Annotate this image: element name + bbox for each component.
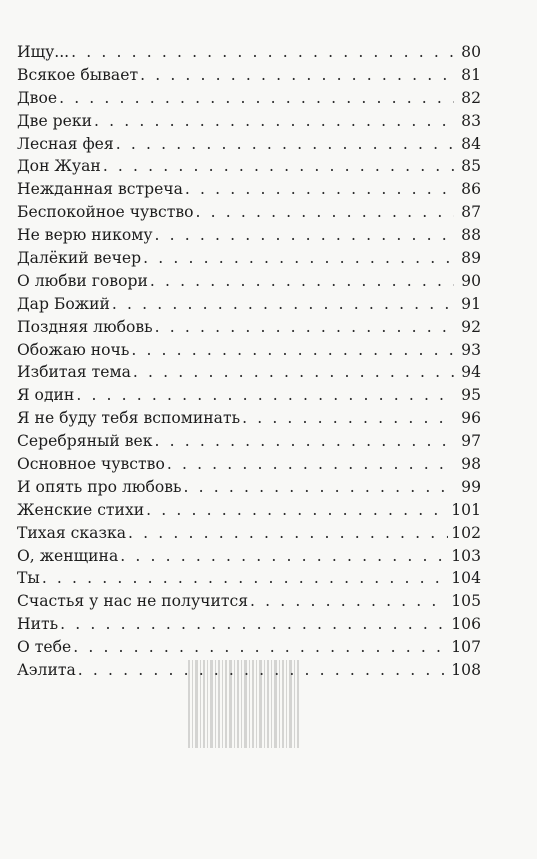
toc-entry bbox=[17, 316, 481, 339]
toc-entry-page: 93 bbox=[461, 340, 481, 359]
toc-entry-title: Основное чувство bbox=[17, 455, 165, 474]
toc-entry bbox=[17, 453, 481, 476]
toc-entry-title: Нить bbox=[17, 615, 59, 634]
toc-entry-title: О любви говори bbox=[17, 271, 148, 290]
toc-entry-title: Ты bbox=[17, 569, 40, 588]
toc-entry bbox=[17, 384, 481, 407]
toc-entry-title: Счастья у нас не получится bbox=[17, 592, 249, 611]
toc-entry-page: 91 bbox=[461, 294, 481, 313]
toc-entry-page: 95 bbox=[461, 386, 481, 405]
toc-entry-page: 92 bbox=[461, 317, 481, 336]
toc-entry bbox=[17, 178, 481, 201]
toc-entry bbox=[17, 613, 481, 636]
toc-entry-page: 102 bbox=[451, 523, 481, 542]
toc-entry-title: Избитая тема bbox=[17, 363, 131, 382]
toc-entry bbox=[17, 476, 481, 499]
toc-entry-title: Аэлита bbox=[17, 661, 76, 680]
toc-entry bbox=[17, 224, 481, 247]
toc-entry-page: 83 bbox=[461, 111, 481, 130]
toc-entry-title: О тебе bbox=[17, 638, 72, 657]
toc-entry-page: 87 bbox=[461, 203, 481, 222]
toc-leader-dots bbox=[250, 590, 448, 613]
toc-entry-page: 106 bbox=[451, 615, 481, 634]
toc-leader-dots bbox=[196, 201, 455, 224]
toc-entry-page: 89 bbox=[461, 249, 481, 268]
toc-leader-dots bbox=[71, 41, 454, 64]
toc-leader-dots bbox=[146, 499, 448, 522]
toc-entry bbox=[17, 270, 481, 293]
toc-leader-dots bbox=[133, 361, 454, 384]
toc-leader-dots bbox=[128, 522, 448, 545]
toc-entry bbox=[17, 87, 481, 110]
toc-entry bbox=[17, 64, 481, 87]
toc-entry-page: 86 bbox=[461, 180, 481, 199]
toc-entry-title: Поздняя любовь bbox=[17, 317, 153, 336]
toc-entry bbox=[17, 110, 481, 133]
toc-leader-dots bbox=[150, 270, 454, 293]
toc-entry-page: 90 bbox=[461, 271, 481, 290]
toc-leader-dots bbox=[94, 110, 454, 133]
toc-entry-title: Две реки bbox=[17, 111, 92, 130]
toc-entry bbox=[17, 590, 481, 613]
toc-leader-dots bbox=[242, 407, 454, 430]
toc-entry-title: Женские стихи bbox=[17, 500, 145, 519]
toc-entry bbox=[17, 155, 481, 178]
toc-leader-dots bbox=[155, 430, 455, 453]
toc-entry bbox=[17, 636, 481, 659]
toc-entry bbox=[17, 567, 481, 590]
toc-entry-title: Лесная фея bbox=[17, 134, 114, 153]
toc-entry-title: Серебряный век bbox=[17, 432, 153, 451]
toc-entry-page: 98 bbox=[461, 455, 481, 474]
toc-entry-page: 81 bbox=[461, 65, 481, 84]
toc-entry-title: Я не буду тебя вспоминать bbox=[17, 409, 241, 428]
toc-entry-page: 96 bbox=[461, 409, 481, 428]
toc-leader-dots bbox=[76, 384, 454, 407]
toc-entry-title: Я один bbox=[17, 386, 75, 405]
toc-entry bbox=[17, 407, 481, 430]
toc-entry-page: 103 bbox=[451, 546, 481, 565]
toc-entry-title: Нежданная встреча bbox=[17, 180, 183, 199]
toc-entry-title: Не верю никому bbox=[17, 226, 153, 245]
toc-entry bbox=[17, 133, 481, 156]
toc-entry-title: Двое bbox=[17, 88, 58, 107]
toc-leader-dots bbox=[155, 224, 454, 247]
toc-entry-page: 107 bbox=[451, 638, 481, 657]
toc-entry-title: Тихая сказка bbox=[17, 523, 127, 542]
toc-entry bbox=[17, 545, 481, 568]
toc-entry-page: 104 bbox=[451, 569, 481, 588]
toc-entry bbox=[17, 361, 481, 384]
toc-leader-dots bbox=[155, 316, 454, 339]
toc-entry-page: 88 bbox=[461, 226, 481, 245]
toc-entry bbox=[17, 522, 481, 545]
toc-entry bbox=[17, 247, 481, 270]
toc-entry-title: Беспокойное чувство bbox=[17, 203, 194, 222]
toc-leader-dots bbox=[112, 293, 454, 316]
toc-entry-page: 94 bbox=[461, 363, 481, 382]
toc-entry-title: Дон Жуан bbox=[17, 157, 101, 176]
toc-leader-dots bbox=[78, 659, 448, 682]
toc-leader-dots bbox=[140, 64, 454, 87]
toc-entry-page: 84 bbox=[461, 134, 481, 153]
toc-entry bbox=[17, 430, 481, 453]
toc-entry-page: 97 bbox=[461, 432, 481, 451]
toc-entry-page: 108 bbox=[451, 661, 481, 680]
toc-entry-page: 99 bbox=[461, 477, 481, 496]
toc-entry-page: 82 bbox=[461, 88, 481, 107]
toc-entry bbox=[17, 659, 481, 682]
toc-leader-dots bbox=[73, 636, 448, 659]
toc-leader-dots bbox=[42, 567, 448, 590]
toc-entry-title: О, женщина bbox=[17, 546, 119, 565]
toc-leader-dots bbox=[60, 613, 448, 636]
toc-entry-title: Обожаю ночь bbox=[17, 340, 130, 359]
toc-entry bbox=[17, 499, 481, 522]
toc-leader-dots bbox=[185, 178, 454, 201]
toc-entry bbox=[17, 339, 481, 362]
toc-leader-dots bbox=[103, 155, 454, 178]
toc-leader-dots bbox=[143, 247, 454, 270]
toc-leader-dots bbox=[167, 453, 454, 476]
table-of-contents bbox=[17, 41, 481, 682]
toc-entry-page: 101 bbox=[451, 500, 481, 519]
toc-entry-title: Ищу... bbox=[17, 43, 70, 61]
toc-entry bbox=[17, 41, 481, 64]
toc-entry-page: 105 bbox=[451, 592, 481, 611]
toc-leader-dots bbox=[131, 339, 454, 362]
toc-entry-page: 85 bbox=[461, 157, 481, 176]
toc-leader-dots bbox=[120, 545, 448, 568]
toc-leader-dots bbox=[184, 476, 455, 499]
toc-entry-title: Далёкий вечер bbox=[17, 249, 142, 268]
toc-entry-page: 80 bbox=[461, 43, 481, 61]
toc-entry-title: И опять про любовь bbox=[17, 477, 182, 496]
toc-entry bbox=[17, 293, 481, 316]
toc-entry-title: Дар Божий bbox=[17, 294, 110, 313]
toc-leader-dots bbox=[59, 87, 454, 110]
toc-leader-dots bbox=[116, 133, 454, 156]
toc-entry-title: Всякое бывает bbox=[17, 65, 139, 84]
toc-entry bbox=[17, 201, 481, 224]
